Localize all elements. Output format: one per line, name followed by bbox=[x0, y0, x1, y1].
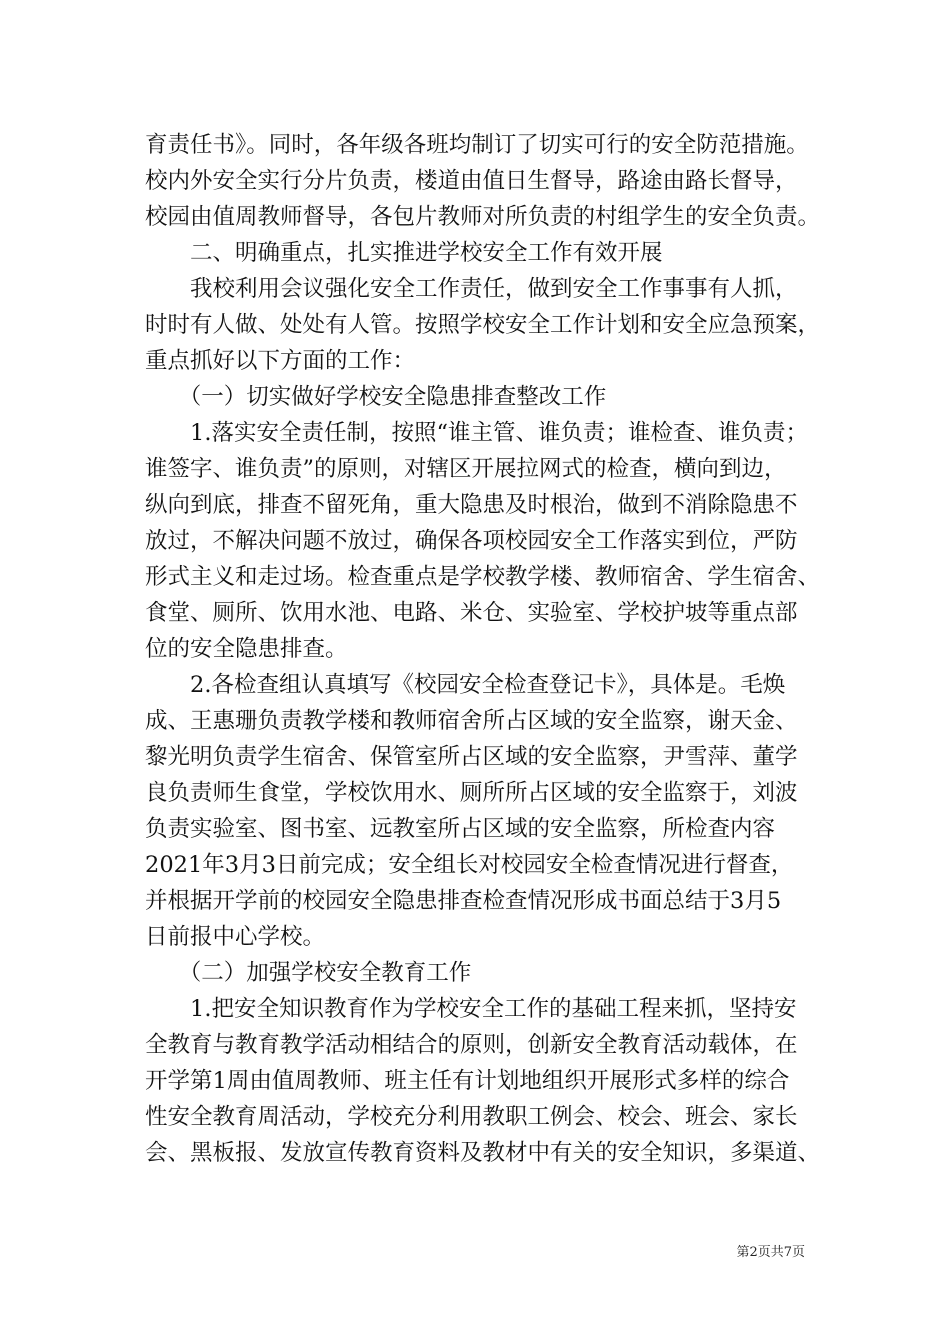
text-line: 形式主义和走过场。检查重点是学校教学楼、教师宿舍、学生宿舍、 bbox=[145, 564, 821, 590]
text-line: 全教育与教育教学活动相结合的原则，创新安全教育活动载体，在 bbox=[145, 1032, 798, 1058]
text-line: 谁签字、谁负责”的原则，对辖区开展拉网式的检查，横向到边， bbox=[145, 456, 787, 482]
page-number: 第2页共7页 bbox=[736, 1245, 805, 1260]
text-line: 1.把安全知识教育作为学校安全工作的基础工程来抓，坚持安 bbox=[145, 996, 797, 1022]
text-line: 会、黑板报、发放宣传教育资料及教材中有关的安全知识，多渠道、 bbox=[145, 1140, 821, 1166]
text-line: 时时有人做、处处有人管。按照学校安全工作计划和安全应急预案， bbox=[145, 312, 821, 338]
text-line: 我校利用会议强化安全工作责任，做到安全工作事事有人抓， bbox=[145, 276, 798, 302]
text-line: 食堂、厕所、饮用水池、电路、米仓、实验室、学校护坡等重点部 bbox=[145, 600, 798, 626]
text-line: 重点抓好以下方面的工作： bbox=[145, 348, 416, 374]
section-heading: 二、明确重点，扎实推进学校安全工作有效开展 bbox=[145, 240, 663, 266]
text-line: 校内外安全实行分片负责，楼道由值日生督导，路途由路长督导， bbox=[145, 168, 798, 194]
text-line: 纵向到底，排查不留死角，重大隐患及时根治，做到不消除隐患不 bbox=[145, 492, 798, 518]
text-line: 开学第1周由值周教师、班主任有计划地组织开展形式多样的综合 bbox=[145, 1068, 790, 1094]
text-line: 并根据开学前的校园安全隐患排查检查情况形成书面总结于3月5 bbox=[145, 888, 782, 914]
text-line: 黎光明负责学生宿舍、保管室所占区域的安全监察，尹雪萍、董学 bbox=[145, 744, 798, 770]
text-line: 负责实验室、图书室、远教室所占区域的安全监察，所检查内容 bbox=[145, 816, 776, 842]
text-line: 成、王惠珊负责教学楼和教师宿舍所占区域的安全监察，谢天金、 bbox=[145, 708, 798, 734]
text-line: 位的安全隐患排查。 bbox=[145, 636, 348, 662]
text-line: 性安全教育周活动，学校充分利用教职工例会、校会、班会、家长 bbox=[145, 1104, 798, 1130]
text-line: 1.落实安全责任制，按照“谁主管、谁负责；谁检查、谁负责； bbox=[145, 420, 808, 446]
subsection-heading: （一）切实做好学校安全隐患排查整改工作 bbox=[145, 384, 607, 410]
subsection-heading: （二）加强学校安全教育工作 bbox=[145, 960, 472, 986]
text-line: 放过，不解决问题不放过，确保各项校园安全工作落实到位，严防 bbox=[145, 528, 798, 554]
text-line: 育责任书》。同时，各年级各班均制订了切实可行的安全防范措施。 bbox=[145, 132, 809, 158]
text-line: 2021年3月3日前完成；安全组长对校园安全检查情况进行督查， bbox=[145, 852, 794, 878]
text-line: 校园由值周教师督导，各包片教师对所负责的村组学生的安全负责。 bbox=[145, 204, 821, 230]
text-line: 日前报中心学校。 bbox=[145, 924, 326, 950]
text-line: 2.各检查组认真填写《校园安全检查登记卡》，具体是。毛焕 bbox=[145, 672, 786, 698]
text-line: 良负责师生食堂，学校饮用水、厕所所占区域的安全监察于，刘波 bbox=[145, 780, 798, 806]
